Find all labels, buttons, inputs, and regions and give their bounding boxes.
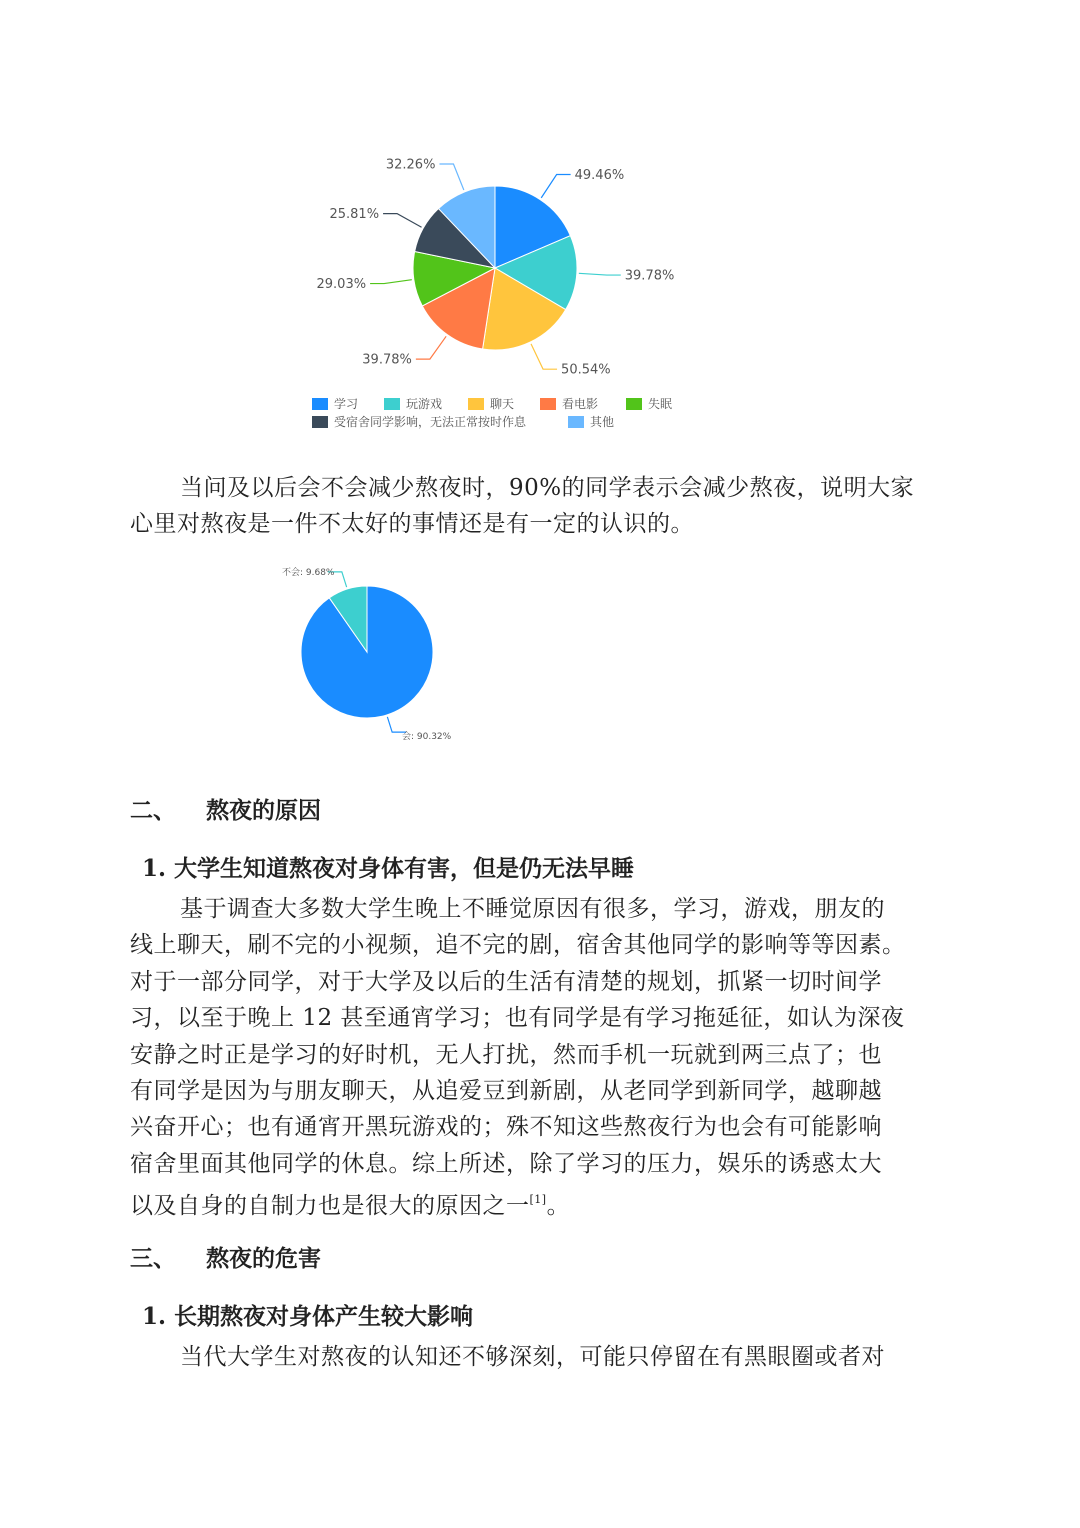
pie-data-label: 49.46% — [574, 168, 625, 184]
legend-label: 看电影 — [562, 397, 599, 411]
paragraph-period: 。 — [546, 1193, 571, 1220]
pie-data-label: 32.26% — [385, 157, 436, 173]
subheading-causes-1: 1. 大学生知道熬夜对身体有害，但是仍无法早睡 — [142, 855, 635, 882]
paragraph-line: 宿舍里面其他同学的休息。综上所述，除了学习的压力，娱乐的诱惑太大 — [130, 1150, 882, 1177]
paragraph-line: 基于调查大多数大学生晚上不睡觉原因有很多，学习，游戏，朋友的 — [180, 896, 885, 922]
pie-data-label: 39.78% — [624, 268, 675, 284]
legend-swatch — [312, 398, 328, 410]
paragraph-line: 兴奋开心；也有通宵开黑玩游戏的；殊不知这些熬夜行为也会有可能影响 — [130, 1114, 882, 1141]
paragraph-line: 当代大学生对熬夜的认知还不够深刻，可能只停留在有黑眼圈或者对 — [180, 1344, 885, 1370]
paragraph-line: 习，以至于晚上 12 甚至通宵学习；也有同学是有学习拖延征，如认为深夜 — [130, 1005, 905, 1032]
legend-swatch — [626, 398, 642, 410]
paragraph-harms — [130, 1339, 952, 1375]
section-heading-harms — [130, 1240, 321, 1273]
paragraph-line: 安静之时正是学习的好时机，无人打扰，然而手机一玩就到两三点了；也 — [130, 1041, 882, 1068]
section-heading-causes — [130, 792, 321, 825]
pie-data-label: 不会: 9.68% — [282, 568, 335, 578]
legend-swatch — [384, 398, 400, 410]
reduce-late-night-pie-chart — [276, 558, 476, 753]
section-title: 熬夜的危害 — [206, 1245, 321, 1272]
pie-leader-line — [541, 174, 570, 197]
paragraph-line: 心里对熬夜是一件不太好的事情还是有一定的认识的。 — [130, 511, 694, 538]
paragraph-line: 对于一部分同学，对于大学及以后的生活有清楚的规划，抓紧一切时间学 — [130, 968, 882, 995]
paragraph-reduce-survey — [130, 470, 952, 543]
legend-label: 失眠 — [648, 397, 673, 411]
subheading-harms-1: 1. 长期熬夜对身体产生较大影响 — [142, 1303, 474, 1330]
pie-leader-line — [370, 280, 412, 284]
pie-leader-line — [531, 344, 557, 369]
pie-data-label: 39.78% — [362, 352, 412, 368]
legend-label: 聊天 — [490, 397, 515, 411]
pie-data-label: 29.03% — [316, 277, 367, 293]
pie-data-label: 50.54% — [561, 362, 611, 378]
paragraph-line-last — [130, 1182, 952, 1224]
pie-data-label: 会: 90.32% — [402, 732, 452, 742]
legend-label: 受宿舍同学影响，无法正常按时作息 — [334, 415, 527, 429]
legend-swatch — [540, 398, 556, 410]
pie-leader-line — [579, 273, 621, 275]
pie-leader-line — [383, 214, 421, 228]
paragraph-causes — [130, 891, 952, 1225]
legend-label: 学习 — [334, 397, 359, 411]
legend-label: 其他 — [590, 415, 615, 429]
paragraph-text: 以及自身的自制力也是很大的原因之一 — [130, 1193, 530, 1220]
legend-label: 玩游戏 — [406, 397, 443, 411]
section-number: 三、 — [130, 1245, 176, 1272]
pie-leader-line — [387, 717, 406, 732]
pie-leader-line — [439, 164, 463, 190]
section-number: 二、 — [130, 797, 176, 824]
reasons-pie-chart — [300, 148, 720, 448]
pie-leader-line — [416, 336, 446, 359]
paragraph-line: 有同学是因为与朋友聊天，从追爱豆到新剧，从老同学到新同学，越聊越 — [130, 1078, 882, 1105]
pie-data-label: 25.81% — [329, 207, 380, 223]
paragraph-line: 线上聊天，刷不完的小视频，追不完的剧，宿舍其他同学的影响等等因素。 — [130, 932, 906, 959]
legend-swatch — [468, 398, 484, 410]
legend-swatch — [568, 416, 584, 428]
citation-marker[interactable]: [1] — [529, 1193, 547, 1207]
paragraph-line: 当问及以后会不会减少熬夜时，90%的同学表示会减少熬夜，说明大家 — [180, 475, 915, 501]
legend-swatch — [312, 416, 328, 428]
section-title: 熬夜的原因 — [206, 797, 321, 824]
